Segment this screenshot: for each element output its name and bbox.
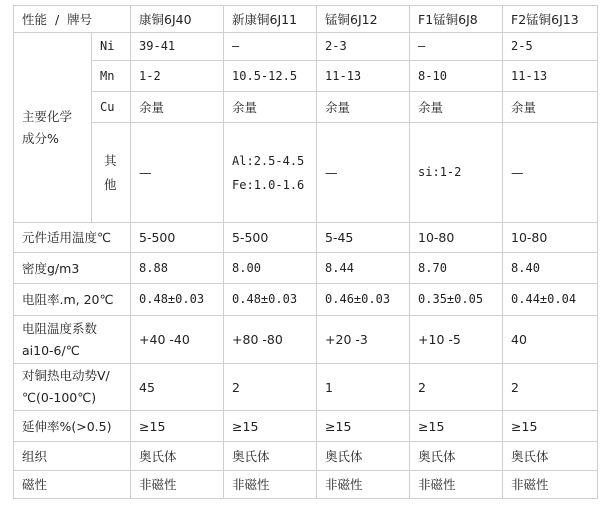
property-label: 密度g/m3 [14,253,131,284]
property-row [14,253,598,284]
composition-row-other [14,123,598,223]
table-cell: — [224,33,317,61]
table-cell: 5-500 [131,223,224,253]
table-cell: 2-3 [317,33,410,61]
table-cell: 10-80 [503,223,598,253]
table-cell: 余量 [410,92,503,123]
table-cell: 10.5-12.5 [224,61,317,92]
table-cell: 奥氏体 [410,442,503,471]
table-cell: ≥15 [131,411,224,442]
table-cell: ≥15 [224,411,317,442]
element-label: Ni [92,33,131,61]
table-cell: ≥15 [410,411,503,442]
table-cell: 非磁性 [503,471,598,499]
property-label: 组织 [14,442,131,471]
element-label: Mn [92,61,131,92]
table-cell: 11-13 [503,61,598,92]
table-cell: 1 [317,364,410,411]
table-cell: 0.48±0.03 [224,284,317,316]
grade-header: 新康铜6J11 [224,6,317,33]
property-row [14,411,598,442]
table-cell: — [410,33,503,61]
table-cell: 39-41 [131,33,224,61]
property-row [14,284,598,316]
property-row [14,316,598,364]
table-cell: +80 -80 [224,316,317,364]
property-label: 元件适用温度℃ [14,223,131,253]
grade-header: 康铜6J40 [131,6,224,33]
table-cell: 余量 [317,92,410,123]
grade-header: 锰铜6J12 [317,6,410,33]
property-row [14,442,598,471]
table-cell: 非磁性 [317,471,410,499]
property-label: 对铜热电动势V/℃(0-100℃) [14,364,131,411]
property-row [14,223,598,253]
table-cell: 1-2 [131,61,224,92]
table-cell: 0.44±0.04 [503,284,598,316]
table-cell: +40 -40 [131,316,224,364]
table-cell: 10-80 [410,223,503,253]
table-cell: +20 -3 [317,316,410,364]
table-cell: 非磁性 [410,471,503,499]
table-cell: 余量 [503,92,598,123]
table-cell: 2 [503,364,598,411]
table-cell: — [131,123,224,223]
table-cell: 8.44 [317,253,410,284]
table-cell: 8.88 [131,253,224,284]
header-row [14,6,598,33]
property-label: 磁性 [14,471,131,499]
property-row [14,364,598,411]
table-cell: 余量 [131,92,224,123]
property-label: 电阻率.m, 20℃ [14,284,131,316]
property-label: 电阻温度系数ai10-6/℃ [14,316,131,364]
element-label: Cu [92,92,131,123]
alloy-properties-table [13,5,598,499]
table-cell: ≥15 [317,411,410,442]
table-cell: si:1-2 [410,123,503,223]
property-label: 延伸率%(>0.5) [14,411,131,442]
table-cell: 8.40 [503,253,598,284]
table-cell: 奥氏体 [317,442,410,471]
table-cell: ≥15 [503,411,598,442]
table-cell: 非磁性 [224,471,317,499]
table-cell: 40 [503,316,598,364]
header-label: 性能 / 牌号 [14,6,131,33]
table-cell: 0.35±0.05 [410,284,503,316]
table-cell: 奥氏体 [224,442,317,471]
table-cell: 2 [224,364,317,411]
property-row [14,471,598,499]
table-cell: 2-5 [503,33,598,61]
table-cell: 11-13 [317,61,410,92]
table-cell: 8.00 [224,253,317,284]
table-cell: 8-10 [410,61,503,92]
composition-row-ni [14,33,598,61]
table-cell: 余量 [224,92,317,123]
table-cell: 0.46±0.03 [317,284,410,316]
table-cell: 5-45 [317,223,410,253]
table-cell: 8.70 [410,253,503,284]
composition-label: 主要化学成分% [14,33,92,223]
table-cell: — [503,123,598,223]
composition-row-mn [14,61,598,92]
table-cell: Al:2.5-4.5 Fe:1.0-1.6 [224,123,317,223]
element-label: 其他 [92,123,131,223]
table-cell: 奥氏体 [503,442,598,471]
grade-header: F2锰铜6J13 [503,6,598,33]
table-cell: — [317,123,410,223]
table-cell: 45 [131,364,224,411]
table-cell: 奥氏体 [131,442,224,471]
composition-row-cu [14,92,598,123]
table-cell: 2 [410,364,503,411]
table-cell: 0.48±0.03 [131,284,224,316]
table-cell: 5-500 [224,223,317,253]
table-cell: 非磁性 [131,471,224,499]
grade-header: F1锰铜6J8 [410,6,503,33]
table-cell: +10 -5 [410,316,503,364]
